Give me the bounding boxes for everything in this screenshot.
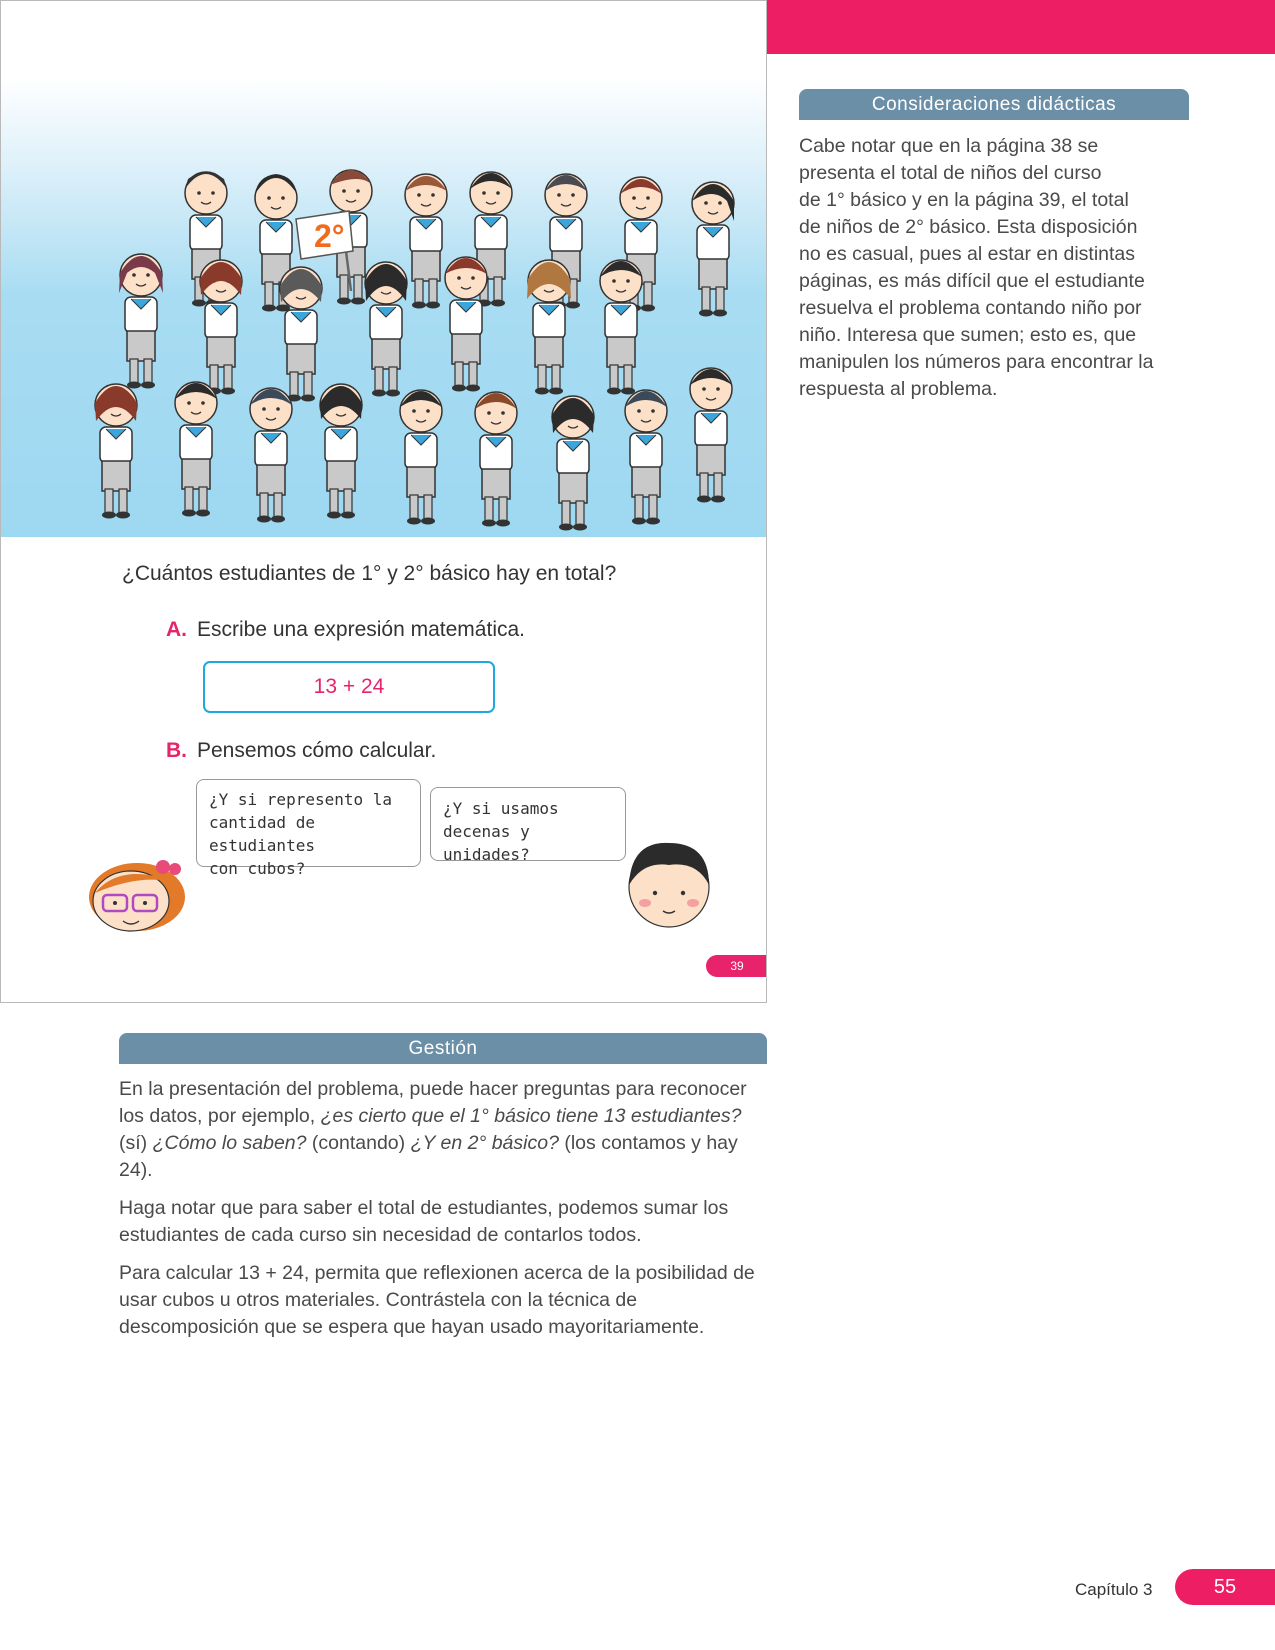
gestion-p1-text: En la presentación del problema, puede hacer preguntas para reconocer los datos, por ejemplo,: [119, 1078, 747, 1127]
speech-bubble-girl: [196, 779, 421, 878]
part-b-letter: B.: [166, 739, 187, 762]
consideraciones-line: niño. Interesa que sumen; esto es, que: [799, 324, 1137, 346]
student-page: [0, 0, 767, 1003]
question-text: ¿Cuántos estudiantes de 1° y 2° básico hay en total?: [122, 562, 617, 585]
consideraciones-line: resuelva el problema contando niño por: [799, 297, 1142, 319]
consideraciones-header: Consideraciones didácticas: [799, 89, 1189, 120]
girl-character-image: [81, 853, 193, 935]
part-b-text: Pensemos cómo calcular.: [197, 739, 437, 762]
gestion-p1-answer-3: (los contamos y hay 24).: [119, 1132, 738, 1181]
consideraciones-line: páginas, es más difícil que el estudiante: [799, 270, 1145, 292]
gestion-paragraph-1: [119, 1076, 769, 1184]
footer-page-number: 55: [1175, 1569, 1275, 1605]
bubble-boy-line: decenas y unidades?: [443, 822, 530, 864]
bubble-girl-line: cantidad de estudiantes: [209, 813, 315, 855]
consideraciones-line: Cabe notar que en la página 38 se: [799, 135, 1099, 157]
gestion-p1-answer-2: (contando): [306, 1132, 411, 1154]
part-a-letter: A.: [166, 618, 187, 641]
consideraciones-body: [799, 133, 1199, 403]
footer-chapter: Capítulo 3: [1075, 1580, 1153, 1599]
student-page-number: 39: [706, 955, 767, 977]
gestion-paragraph-3: Para calcular 13 + 24, permita que reflexionen acerca de la posibilidad de usar cubos u otros materiales. Contrástela con la técnica de descomposición que se espera que hayan usado mayoritariamente.: [119, 1262, 755, 1338]
gestion-body: [119, 1076, 769, 1352]
students-group-image: [1, 1, 766, 537]
students-illustration: [1, 1, 766, 537]
flag-label: 2°: [314, 218, 345, 254]
consideraciones-line: presenta el total de niños del curso: [799, 162, 1102, 184]
speech-bubble-boy: [430, 787, 626, 864]
gestion-paragraph-2: Haga notar que para saber el total de estudiantes, podemos sumar los estudiantes de cada curso sin necesidad de contarlos todos.: [119, 1197, 729, 1246]
consideraciones-line: de 1° básico y en la página 39, el total: [799, 189, 1129, 211]
bubble-boy-line: ¿Y si usamos: [443, 799, 559, 818]
part-a: [166, 618, 525, 642]
consideraciones-line: respuesta al problema.: [799, 378, 998, 400]
consideraciones-line: manipulen los números para encontrar la: [799, 351, 1154, 373]
consideraciones-line: no es casual, pues al estar en distintas: [799, 243, 1136, 265]
consideraciones-line: de niños de 2° básico. Esta disposición: [799, 216, 1138, 238]
gestion-p1-question-2: ¿Cómo lo saben?: [152, 1132, 307, 1154]
gestion-header: Gestión: [119, 1033, 767, 1064]
boy-character-image: [623, 839, 715, 931]
bubble-girl-line: ¿Y si represento la: [209, 790, 393, 809]
gestion-p1-question-3: ¿Y en 2° básico?: [410, 1132, 559, 1154]
part-a-text: Escribe una expresión matemática.: [197, 618, 525, 641]
top-accent-bar: [767, 0, 1275, 54]
gestion-p1-answer-1: (sí): [119, 1132, 153, 1154]
bubble-girl-line: con cubos?: [209, 859, 306, 878]
answer-box: 13 + 24: [203, 661, 495, 713]
gestion-p1-question-1: ¿es cierto que el 1° básico tiene 13 estudiantes?: [320, 1105, 742, 1127]
part-b: [166, 739, 436, 763]
